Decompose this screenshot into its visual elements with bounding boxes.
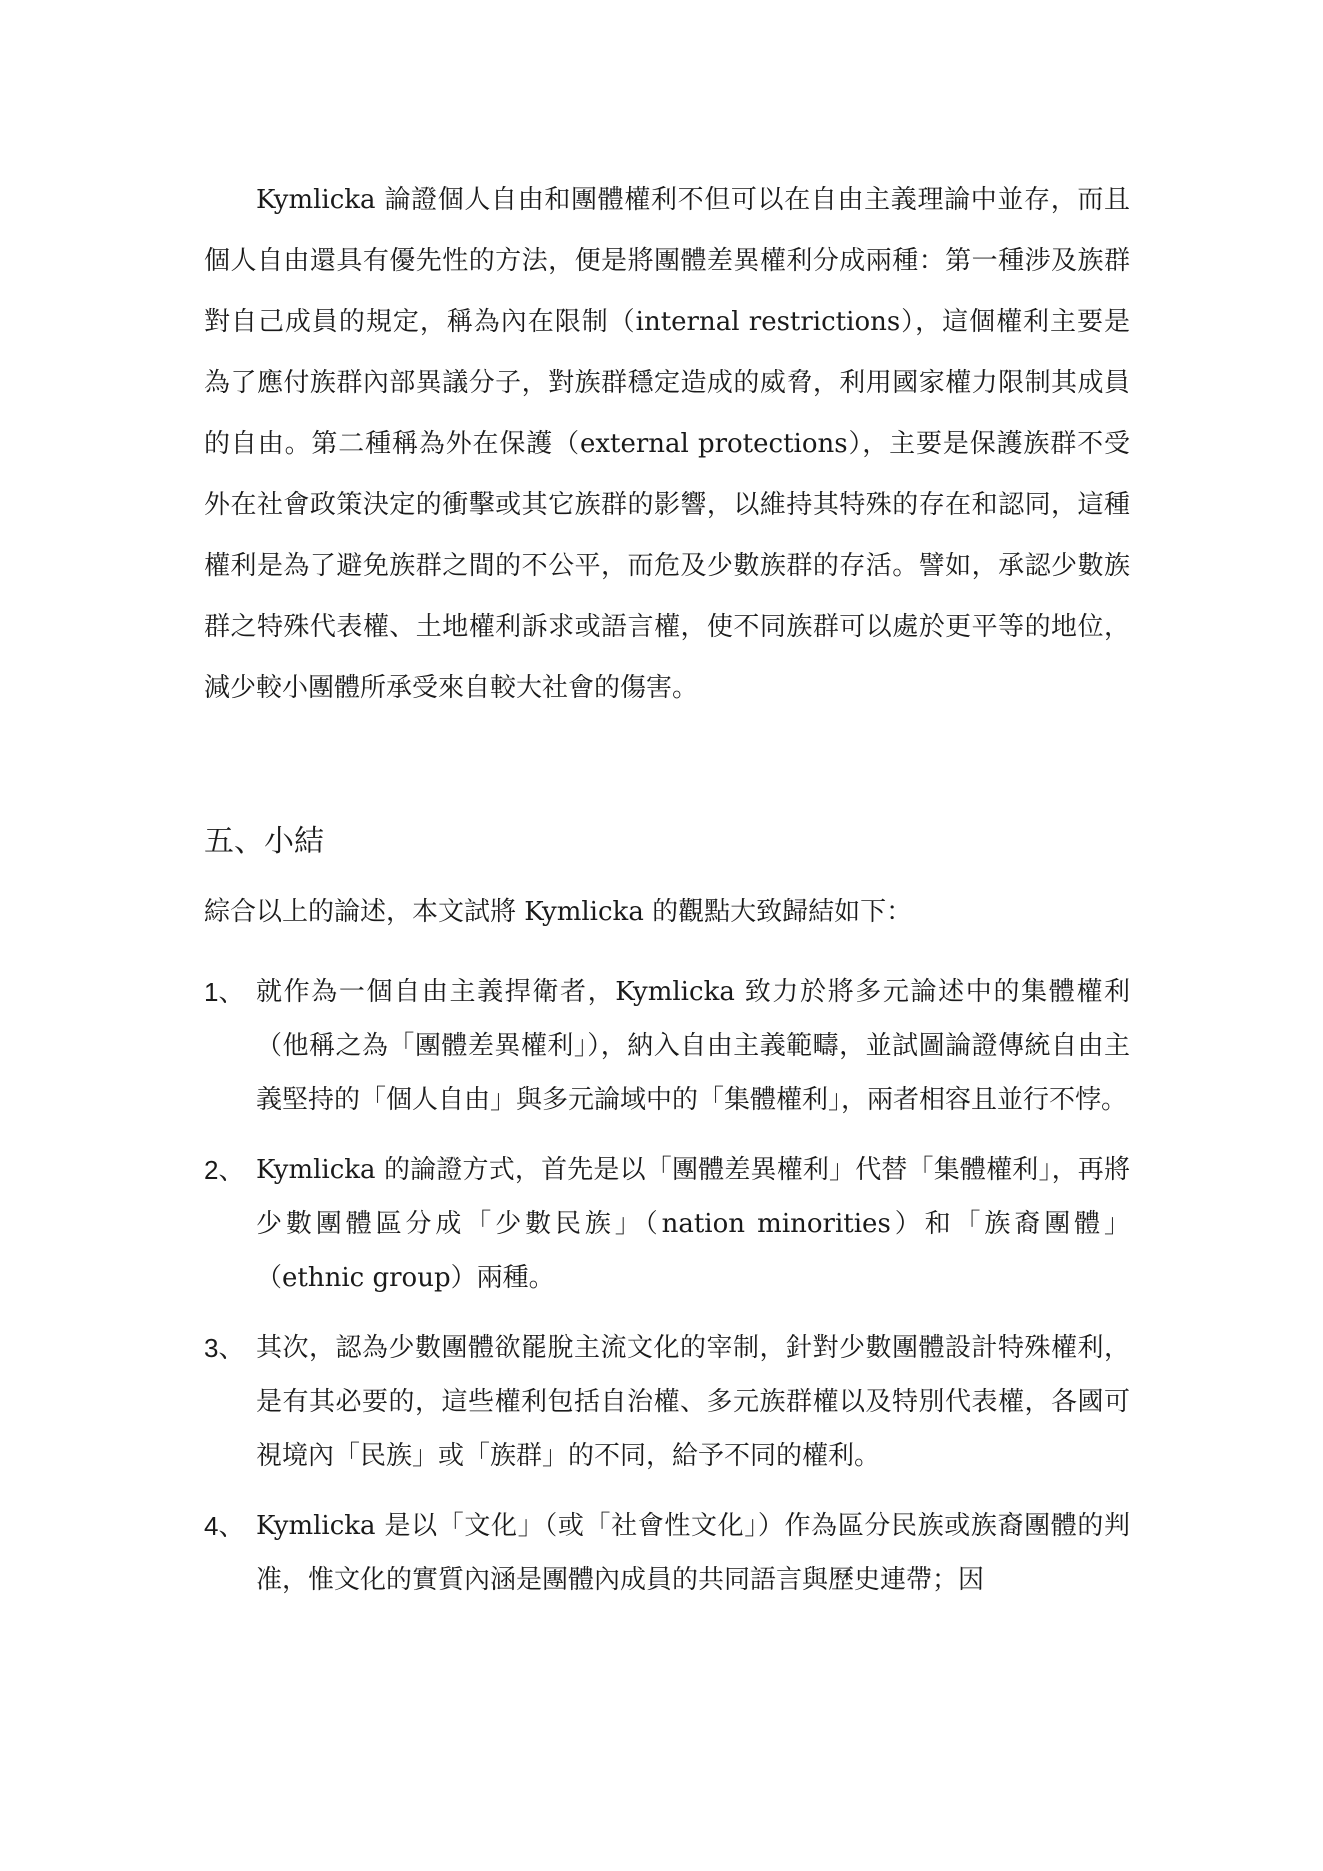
list-item-number: 3、 <box>204 1333 245 1363</box>
section-heading: 五、小結 <box>204 824 324 859</box>
list-item-text: Kymlicka 的論證方式，首先是以「團體差異權利」代替「集體權利」，再將少數團體區分成「少數民族」（nation minorities）和「族裔團體」（ethnic group）兩種。 <box>256 1155 1130 1293</box>
list-item <box>204 1499 1130 1607</box>
document-page <box>204 170 1130 1623</box>
section-intro: 綜合以上的論述，本文試將 Kymlicka 的觀點大致歸結如下： <box>204 897 913 927</box>
list-item-text: 其次，認為少數團體欲罷脫主流文化的宰制，針對少數團體設計特殊權利，是有其必要的，這些權利包括自治權、多元族群權以及特別代表權，各國可視境內「民族」或「族群」的不同，給予不同的權利。 <box>256 1333 1130 1471</box>
list-item <box>204 1143 1130 1305</box>
list-item-number: 1、 <box>204 977 245 1007</box>
list-item <box>204 1321 1130 1483</box>
summary-list <box>204 965 1130 1607</box>
list-item-text: Kymlicka 是以「文化」（或「社會性文化」）作為區分民族或族裔團體的判准，惟文化的實質內涵是團體內成員的共同語言與歷史連帶；因 <box>256 1511 1130 1595</box>
list-item-number: 4、 <box>204 1511 245 1541</box>
list-item-number: 2、 <box>204 1155 245 1185</box>
body-paragraph: Kymlicka 論證個人自由和團體權利不但可以在自由主義理論中並存，而且個人自由還具有優先性的方法，便是將團體差異權利分成兩種：第一種涉及族群對自己成員的規定，稱為內在限制（internal restrictions），這個權利主要是為了應付族群內部異議分子，對族群穩定造成的威脅，利用國家權力限制其成員的自由。第二種稱為外在保護（external protections），主要是保護族群不受外在社會政策決定的衝擊或其它族群的影響，以維持其特殊的存在和認同，這種權利是為了避免族群之間的不公平，而危及少數族群的存活。譬如，承認少數族群之特殊代表權、土地權利訴求或語言權，使不同族群可以處於更平等的地位，減少較小團體所承受來自較大社會的傷害。 <box>204 185 1130 703</box>
list-item-text: 就作為一個自由主義捍衛者，Kymlicka 致力於將多元論述中的集體權利（他稱之為「團體差異權利」），納入自由主義範疇，並試圖論證傳統自由主義堅持的「個人自由」與多元論域中的「集體權利」，兩者相容且並行不悖。 <box>256 977 1130 1115</box>
list-item <box>204 965 1130 1127</box>
